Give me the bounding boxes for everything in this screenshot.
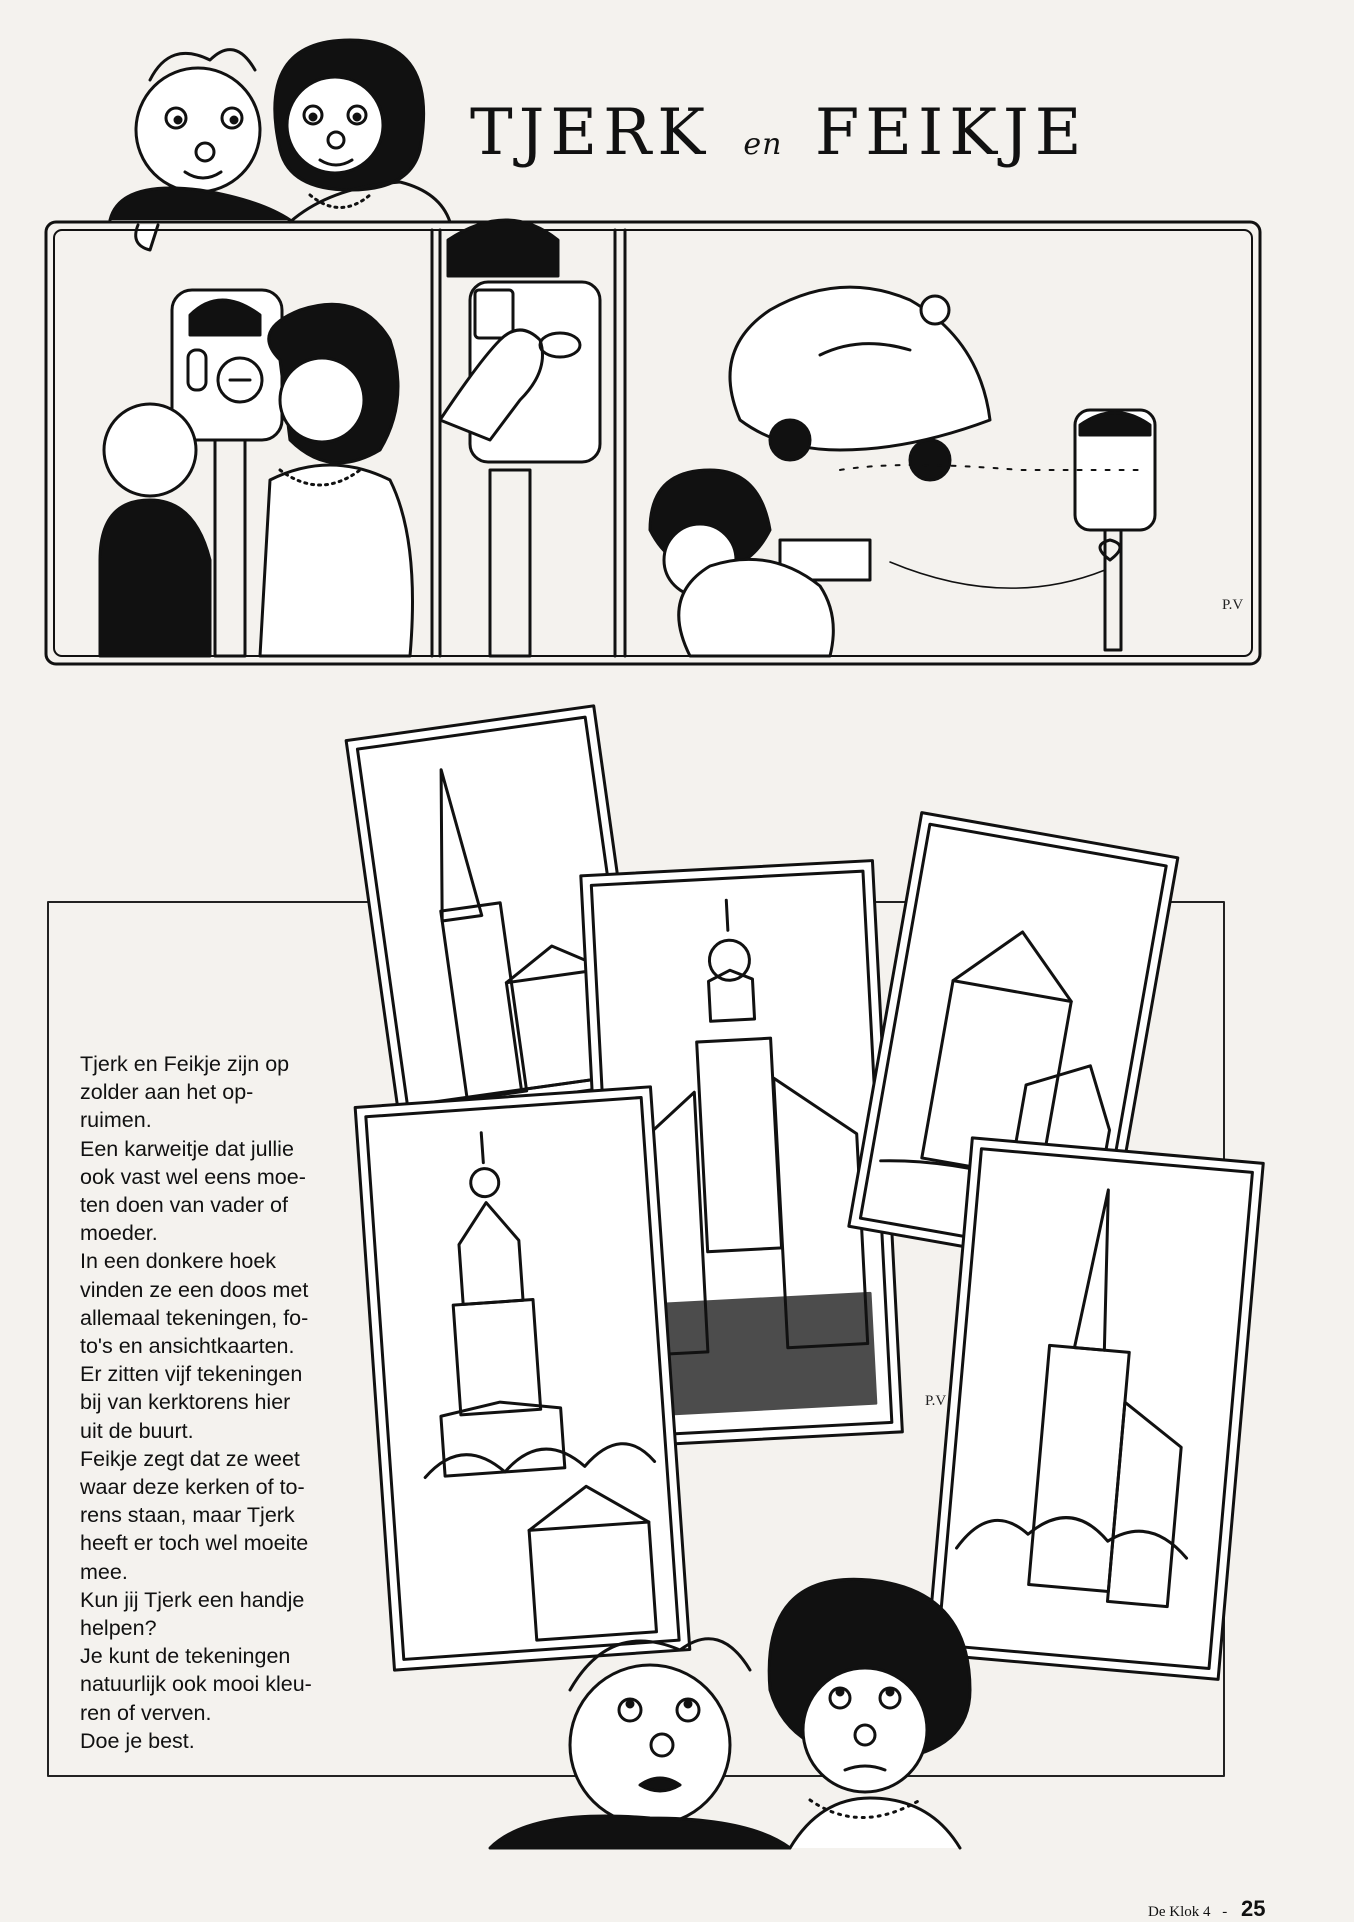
church-card-4 [355, 1087, 690, 1670]
comic-signature: P.V [1222, 597, 1244, 613]
story-line: ren of verven. [80, 1700, 212, 1725]
story-line: zolder aan het op- [80, 1080, 254, 1105]
story-line: allemaal tekeningen, fo- [80, 1305, 309, 1330]
story-line: Kun jij Tjerk een handje [80, 1587, 305, 1612]
story-line: to's en ansichtkaarten. [80, 1334, 295, 1359]
story-line: Feikje zegt dat ze weet [80, 1446, 300, 1471]
boy-character [110, 50, 290, 250]
story-line: bij van kerktorens hier [80, 1390, 291, 1415]
footer-separator: - [1222, 1904, 1228, 1920]
story-line: Er zitten vijf tekeningen [80, 1362, 303, 1387]
panel-3 [650, 287, 1155, 656]
page-footer [1148, 1896, 1265, 1922]
story-line: mee. [80, 1559, 128, 1584]
story-text [80, 1050, 380, 1755]
story-line: rens staan, maar Tjerk [80, 1503, 295, 1528]
story-line: natuurlijk ook mooi kleu- [80, 1672, 312, 1697]
story-line: ook vast wel eens moe- [80, 1164, 306, 1189]
story-line: ruimen. [80, 1108, 152, 1133]
panel-1 [100, 290, 413, 656]
story-line: ten doen van vader of [80, 1193, 288, 1218]
church-card-5 [927, 1138, 1263, 1679]
title-feikje: FEIKJE [814, 96, 1088, 170]
header-kids [110, 40, 450, 250]
title-en: en [743, 127, 783, 162]
girl-character [769, 1579, 970, 1848]
story-line: uit de buurt. [80, 1418, 194, 1443]
story-line: waar deze kerken of to- [80, 1475, 305, 1500]
story-line: Je kunt de tekeningen [80, 1644, 291, 1669]
boy-character [490, 1639, 790, 1848]
card-signature: P.V [925, 1393, 947, 1409]
story-line: Een karweitje dat jullie [80, 1136, 294, 1161]
story-line: vinden ze een doos met [80, 1277, 309, 1302]
story-line: heeft er toch wel moeite [80, 1531, 309, 1556]
comic-strip [46, 220, 1260, 664]
magazine-name: De Klok 4 [1148, 1904, 1211, 1920]
panel-2 [440, 220, 600, 656]
story-line: moeder. [80, 1221, 158, 1246]
page-number: 25 [1241, 1896, 1266, 1921]
story-line: helpen? [80, 1616, 157, 1641]
story-line: Tjerk en Feikje zijn op [80, 1052, 290, 1076]
story-line: In een donkere hoek [80, 1249, 277, 1274]
title-tjerk: TJERK [470, 96, 712, 170]
comic-title [470, 96, 1088, 176]
story-line: Doe je best. [80, 1728, 195, 1753]
girl-character [275, 40, 450, 222]
